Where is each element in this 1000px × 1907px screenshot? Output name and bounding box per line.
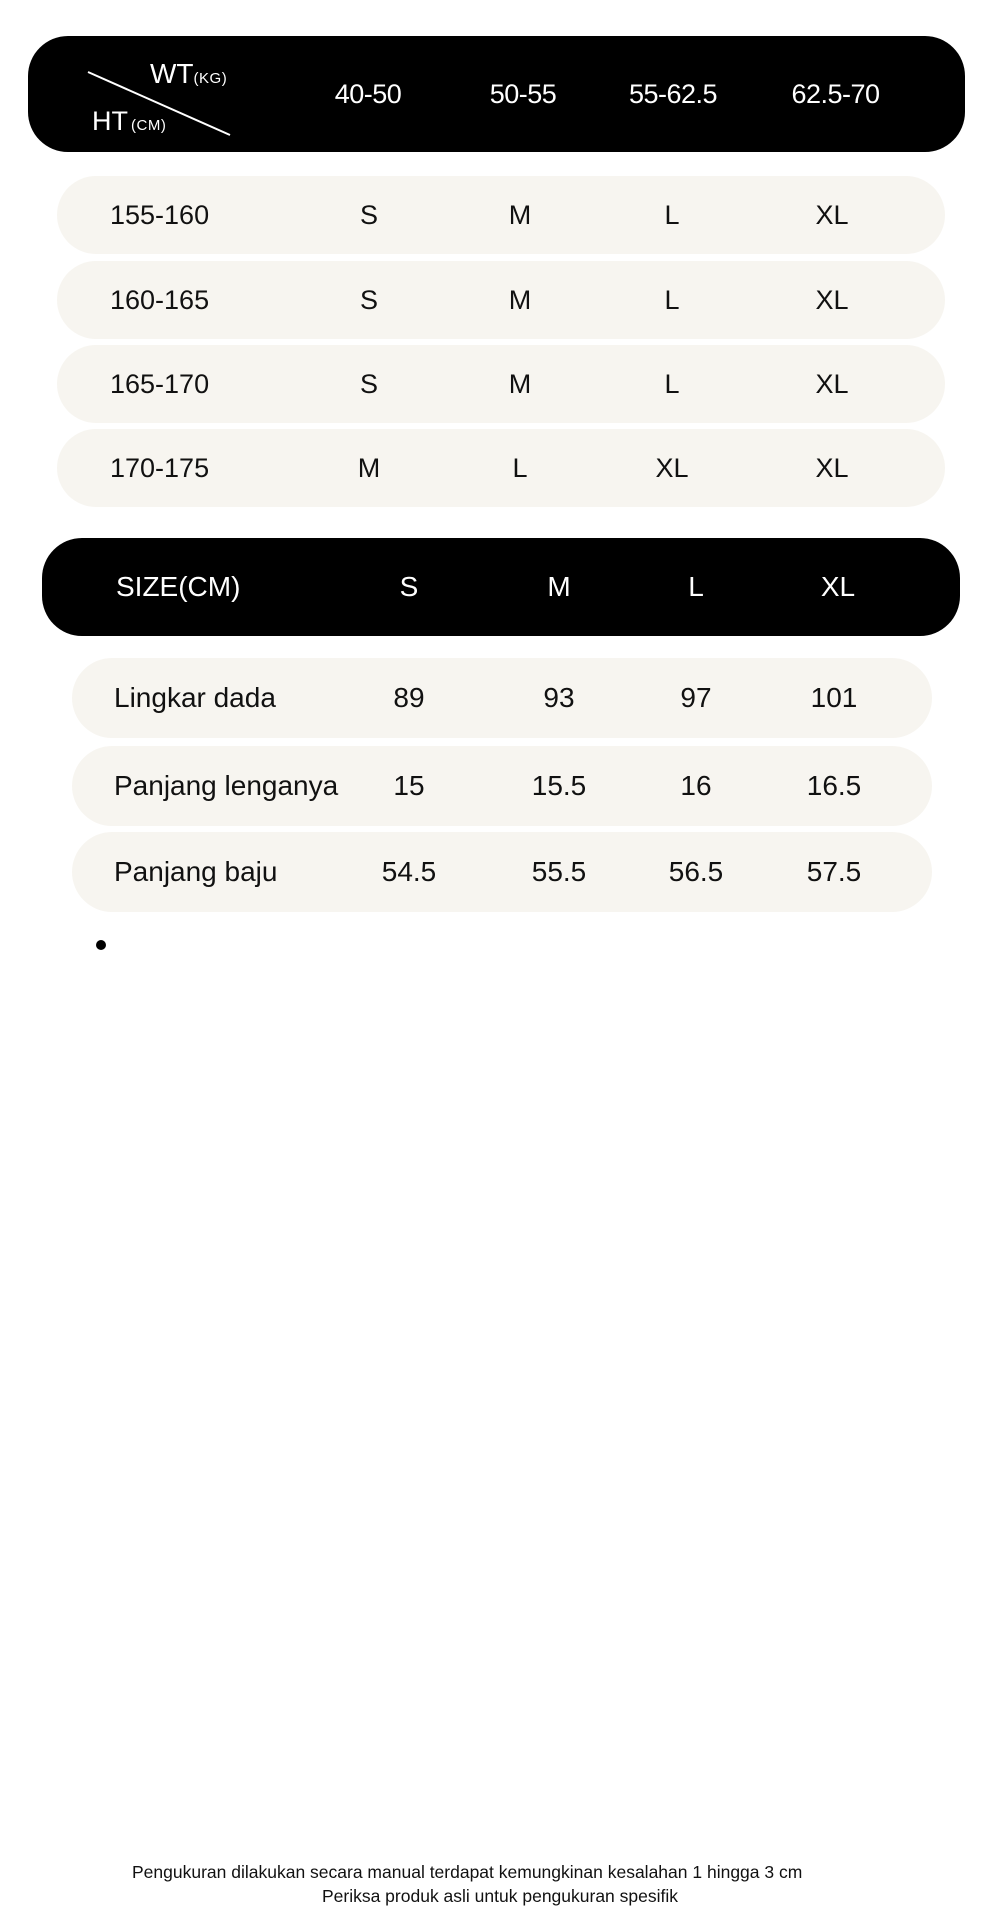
measurement-value: 55.5 bbox=[531, 856, 587, 887]
size-cell: XL bbox=[815, 368, 849, 399]
size-cell: XL bbox=[815, 284, 849, 315]
size-col-xl: XL bbox=[820, 571, 856, 602]
measurement-value: 93 bbox=[543, 682, 575, 713]
measurement-label: Lingkar dada bbox=[114, 682, 276, 713]
size-col-l: L bbox=[688, 571, 704, 602]
weight-range-1: 40-50 bbox=[334, 78, 402, 109]
size-cell: L bbox=[664, 368, 680, 399]
size-cell: M bbox=[508, 368, 532, 399]
size-cell: M bbox=[357, 452, 381, 483]
size-cell: XL bbox=[815, 199, 849, 230]
weight-axis-label: WT(KG) bbox=[150, 58, 228, 89]
height-range: 170-175 bbox=[110, 452, 210, 483]
size-cell: M bbox=[508, 199, 532, 230]
measurement-value: 101 bbox=[810, 682, 858, 713]
note-measurement-error: Pengukuran dilakukan secara manual terdapat kemungkinan kesalahan 1 hingga 3 cm bbox=[132, 1862, 803, 1882]
height-axis-label: HT (CM) bbox=[92, 106, 167, 136]
weight-range-2: 50-55 bbox=[489, 78, 557, 109]
size-cell: XL bbox=[655, 452, 689, 483]
measurement-value: 16.5 bbox=[806, 770, 862, 801]
bullet-icon bbox=[96, 940, 106, 950]
measurement-value: 54.5 bbox=[381, 856, 437, 887]
size-cell: S bbox=[359, 368, 378, 399]
size-cell: M bbox=[508, 284, 532, 315]
table-row bbox=[57, 176, 945, 254]
measurement-value: 89 bbox=[393, 682, 425, 713]
size-by-body-header bbox=[28, 36, 965, 152]
measurement-label: Panjang baju bbox=[114, 856, 278, 887]
measurement-value: 15 bbox=[393, 770, 425, 801]
height-range: 165-170 bbox=[110, 368, 210, 399]
table-row bbox=[72, 746, 932, 826]
size-unit-label: SIZE(CM) bbox=[116, 571, 241, 602]
measurement-value: 56.5 bbox=[668, 856, 724, 887]
size-col-s: S bbox=[399, 571, 419, 602]
size-col-m: M bbox=[547, 571, 571, 602]
note-check-product: Periksa produk asli untuk pengukuran spesifik bbox=[321, 1886, 679, 1906]
size-cell: XL bbox=[815, 452, 849, 483]
table-row bbox=[57, 261, 945, 339]
height-range: 155-160 bbox=[110, 199, 210, 230]
measurement-label: Panjang lenganya bbox=[114, 770, 339, 801]
height-range: 160-165 bbox=[110, 284, 210, 315]
size-cell: S bbox=[359, 199, 378, 230]
measurement-value: 15.5 bbox=[531, 770, 587, 801]
measurement-value: 57.5 bbox=[806, 856, 862, 887]
table-row bbox=[72, 832, 932, 912]
table-row bbox=[57, 345, 945, 423]
measurements-header bbox=[42, 538, 960, 636]
measurement-value: 16 bbox=[680, 770, 712, 801]
table-row bbox=[72, 658, 932, 738]
weight-range-4: 62.5-70 bbox=[791, 78, 880, 109]
measurement-value: 97 bbox=[680, 682, 712, 713]
size-cell: S bbox=[359, 284, 378, 315]
size-cell: L bbox=[664, 284, 680, 315]
weight-range-3: 55-62.5 bbox=[628, 78, 718, 109]
size-cell: L bbox=[512, 452, 528, 483]
table-row bbox=[57, 429, 945, 507]
size-cell: L bbox=[664, 199, 680, 230]
